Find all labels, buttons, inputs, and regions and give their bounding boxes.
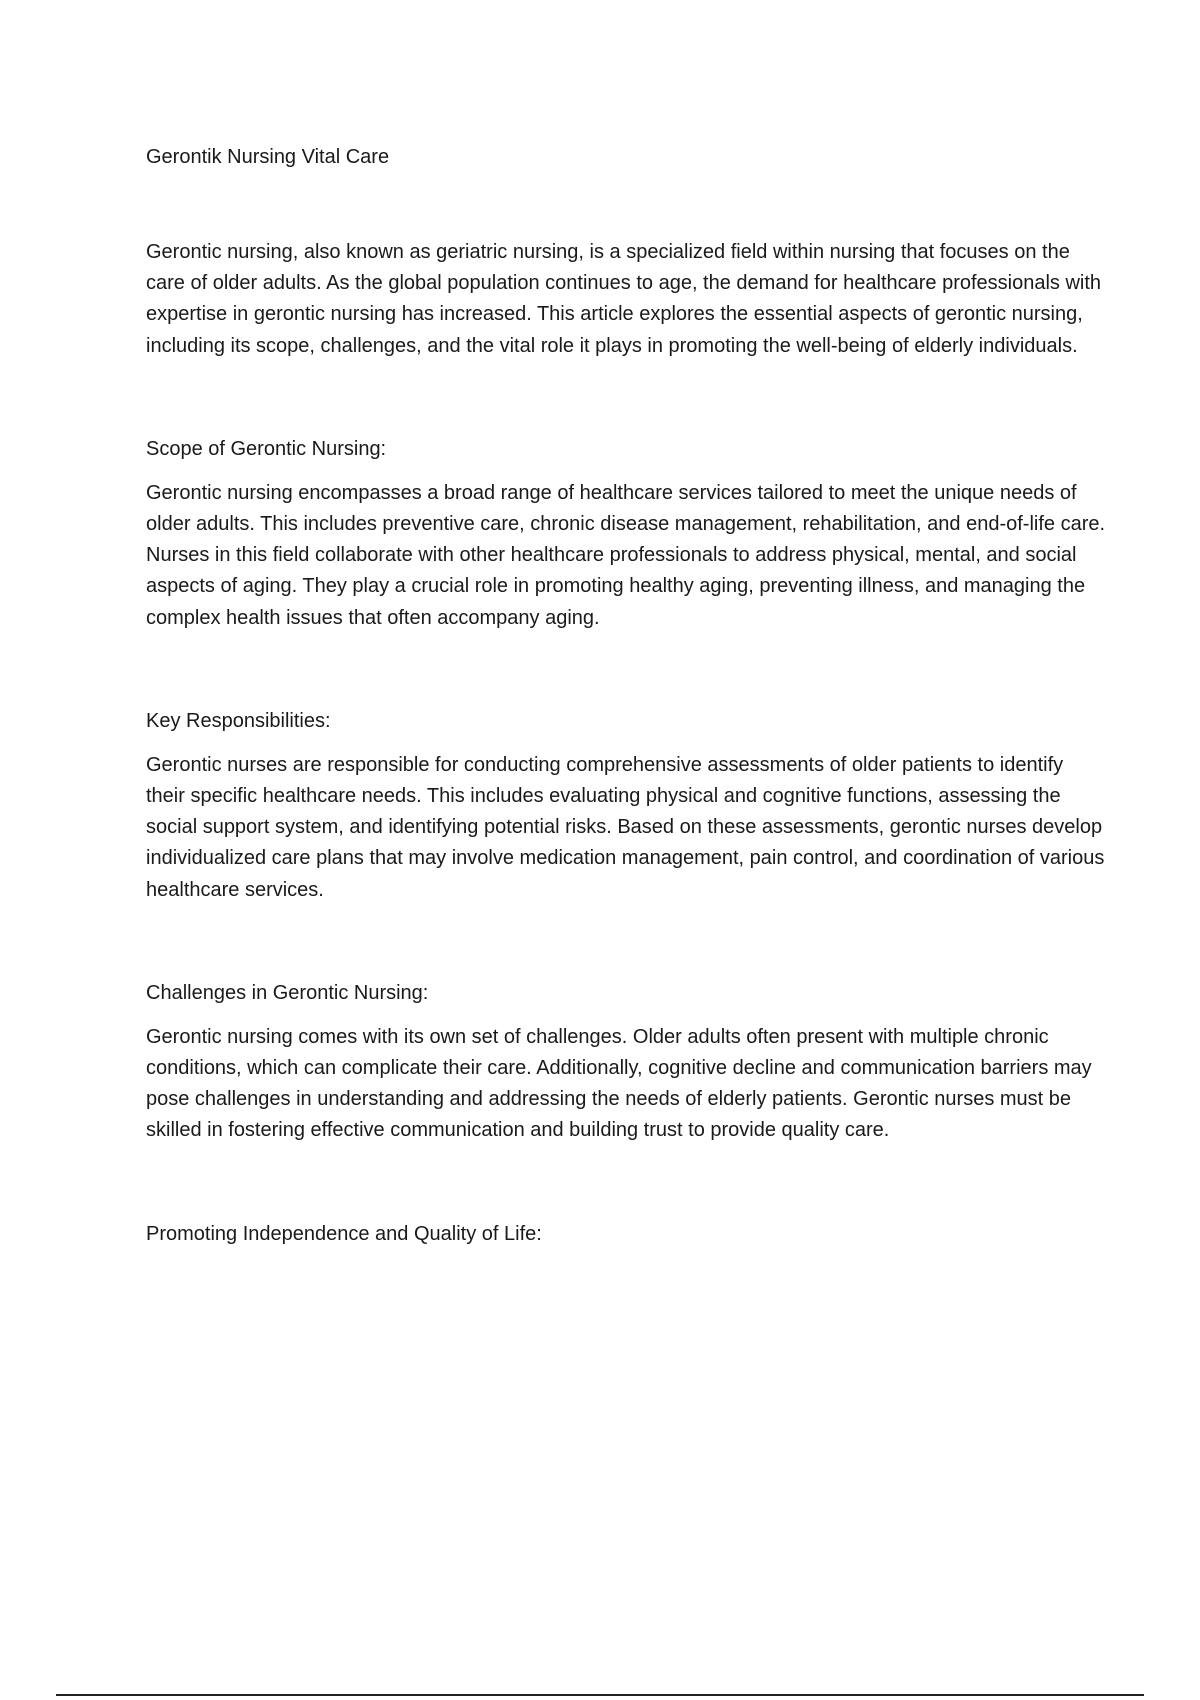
intro-paragraph: Gerontic nursing, also known as geriatric nursing, is a specialized field within nursing that focuses on the care of older adults. As the global population continues to age, the demand for healthcare professionals with expertise in gerontic nursing has increased. This article explores the essential aspects of gerontic nursing, including its scope, challenges, and the vital role it plays in promoting the well-being of elderly individuals. [146, 241, 1102, 357]
document-content [146, 141, 1106, 1263]
document-title: Gerontik Nursing Vital Care [146, 146, 390, 168]
section-body-responsibilities: Gerontic nurses are responsible for conducting comprehensive assessments of older patients to identify their specific healthcare needs. This includes evaluating physical and cognitive functions, assessing the social support system, and identifying potential risks. Based on these assessments, gerontic nurses develop individualized care plans that may involve medication management, pain control, and coordination of various healthcare services. [146, 753, 1105, 901]
section-heading-independence: Promoting Independence and Quality of Life: [146, 1222, 542, 1245]
section-heading-scope: Scope of Gerontic Nursing: [146, 437, 387, 460]
footer-divider [56, 1694, 1144, 1696]
section-body-scope: Gerontic nursing encompasses a broad range of healthcare services tailored to meet the unique needs of older adults. This includes preventive care, chronic disease management, rehabilitation, and end-of-life care. Nurses in this field collaborate with other healthcare professionals to address physical, mental, and social aspects of aging. They play a crucial role in promoting healthy aging, preventing illness, and managing the complex health issues that often accompany aging. [146, 481, 1106, 629]
section-heading-challenges: Challenges in Gerontic Nursing: [146, 981, 429, 1004]
section-heading-responsibilities: Key Responsibilities: [146, 709, 331, 732]
section-body-challenges: Gerontic nursing comes with its own set of challenges. Older adults often present with multiple chronic conditions, which can complicate their care. Additionally, cognitive decline and communication barriers may pose challenges in understanding and addressing the needs of elderly patients. Gerontic nurses must be skilled in fostering effective communication and building trust to provide quality care. [146, 1025, 1092, 1142]
